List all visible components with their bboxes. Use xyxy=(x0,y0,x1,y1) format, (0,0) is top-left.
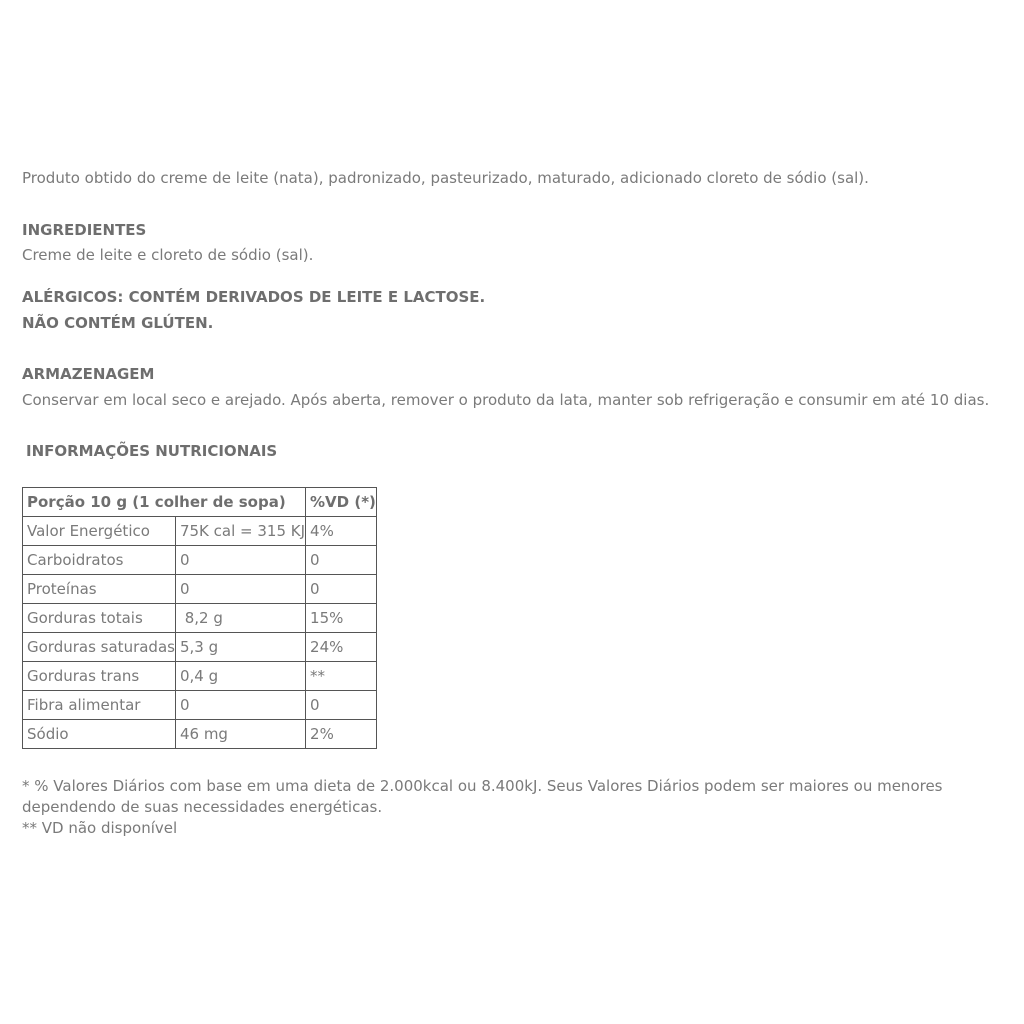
nutrient-name: Carboidratos xyxy=(23,546,176,575)
nutrient-vd: 4% xyxy=(306,517,377,546)
storage-text: Conservar em local seco e arejado. Após aberta, remover o produto da lata, manter sob refrigeração e consumir em até 10 dias. xyxy=(22,391,990,409)
nutrient-amount: 8,2 g xyxy=(175,604,305,633)
storage-heading: ARMAZENAGEM xyxy=(22,365,155,383)
product-description: Produto obtido do creme de leite (nata), padronizado, pasteurizado, maturado, adicionado cloreto de sódio (sal). xyxy=(22,169,869,187)
table-header-row xyxy=(23,488,377,517)
table-row xyxy=(23,633,377,662)
nutrient-amount: 0,4 g xyxy=(175,662,305,691)
nutrient-amount: 0 xyxy=(175,575,305,604)
table-row xyxy=(23,662,377,691)
nutrition-table xyxy=(22,487,377,749)
nutrient-name: Gorduras totais xyxy=(23,604,176,633)
nutrient-vd: 0 xyxy=(306,691,377,720)
table-row xyxy=(23,691,377,720)
nutrient-amount: 75K cal = 315 KJ xyxy=(175,517,305,546)
nutrient-name: Valor Energético xyxy=(23,517,176,546)
portion-header: Porção 10 g (1 colher de sopa) xyxy=(23,488,306,517)
nutrient-vd: 2% xyxy=(306,720,377,749)
nutrient-vd: 0 xyxy=(306,575,377,604)
nutrient-amount: 0 xyxy=(175,691,305,720)
nutrient-name: Fibra alimentar xyxy=(23,691,176,720)
table-row xyxy=(23,604,377,633)
nutrient-name: Proteínas xyxy=(23,575,176,604)
ingredients-heading: INGREDIENTES xyxy=(22,221,147,239)
nutrient-name: Gorduras saturadas xyxy=(23,633,176,662)
table-row xyxy=(23,517,377,546)
nutrition-heading: INFORMAÇÕES NUTRICIONAIS xyxy=(26,442,278,460)
nutrient-vd: 24% xyxy=(306,633,377,662)
ingredients-text: Creme de leite e cloreto de sódio (sal). xyxy=(22,246,314,264)
nutrient-name: Gorduras trans xyxy=(23,662,176,691)
nutrient-amount: 0 xyxy=(175,546,305,575)
allergens-warning: ALÉRGICOS: CONTÉM DERIVADOS DE LEITE E LACTOSE. xyxy=(22,288,486,306)
nutrient-vd: ** xyxy=(306,662,377,691)
vd-not-available-footnote: ** VD não disponível xyxy=(22,819,178,837)
table-row xyxy=(23,720,377,749)
table-row xyxy=(23,546,377,575)
nutrient-vd: 15% xyxy=(306,604,377,633)
nutrient-amount: 46 mg xyxy=(175,720,305,749)
table-row xyxy=(23,575,377,604)
nutrient-vd: 0 xyxy=(306,546,377,575)
gluten-warning: NÃO CONTÉM GLÚTEN. xyxy=(22,314,214,332)
vd-header: %VD (*) xyxy=(306,488,377,517)
daily-values-footnote: * % Valores Diários com base em uma dieta de 2.000kcal ou 8.400kJ. Seus Valores Diários podem ser maiores ou menores dependendo de suas necessidades energéticas. xyxy=(22,777,943,816)
nutrient-amount: 5,3 g xyxy=(175,633,305,662)
nutrient-name: Sódio xyxy=(23,720,176,749)
